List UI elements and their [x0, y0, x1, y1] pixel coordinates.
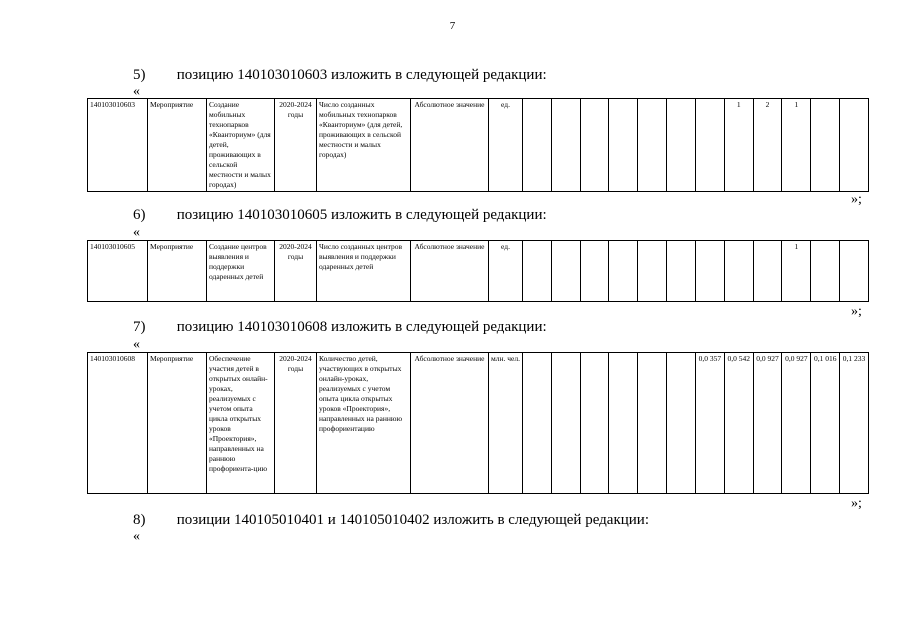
section-number: 6) [133, 207, 146, 223]
closing-quote: »; [851, 192, 862, 207]
value-cell [695, 241, 724, 302]
section-number: 7) [133, 319, 146, 335]
section-text: позиции 140105010401 и 140105010402 изложить в следующей редакции: [176, 512, 649, 528]
position-name: Создание мобильных технопарков «Кванториум» (для детей, проживающих в сельской местности и малых городах) [207, 99, 275, 192]
value-cell [551, 99, 580, 192]
value-cell [724, 241, 753, 302]
section-heading-5 [133, 67, 547, 84]
value-cell: 1 [782, 241, 811, 302]
section-number: 8) [133, 512, 146, 528]
position-period: 2020-2024 годы [275, 353, 317, 494]
position-table-140103010608 [87, 352, 869, 494]
value-cell: 1 [782, 99, 811, 192]
position-table-140103010603 [87, 98, 869, 192]
position-name: Обеспечение участия детей в открытых онлайн-уроках, реализуемых с учетом опыта цикла открытых уроков «Проектория», направленных на раннюю профориента-цию [207, 353, 275, 494]
section-heading-8 [133, 512, 649, 529]
value-cell [609, 99, 638, 192]
value-cell [609, 353, 638, 494]
section-heading-7 [133, 319, 547, 336]
section-text: позицию 140103010608 изложить в следующей редакции: [176, 319, 547, 335]
position-code: 140103010608 [88, 353, 148, 494]
position-value-type: Абсолютное значение [411, 353, 489, 494]
value-cell [638, 99, 667, 192]
position-kind: Мероприятие [148, 353, 207, 494]
position-code: 140103010603 [88, 99, 148, 192]
page-number: 7 [449, 20, 456, 32]
value-cell: 0,0 927 [753, 353, 782, 494]
value-cell [523, 353, 552, 494]
value-cell [753, 241, 782, 302]
position-value-type: Абсолютное значение [411, 99, 489, 192]
value-cell [580, 353, 609, 494]
value-cell: 0,1 233 [840, 353, 869, 494]
value-cell: 0,1 016 [811, 353, 840, 494]
position-indicator: Число созданных мобильных технопарков «Кванториум» (для детей, проживающих в сельской местности и малых городах) [317, 99, 411, 192]
position-kind: Мероприятие [148, 241, 207, 302]
position-unit: млн. чел. [489, 353, 523, 494]
position-kind: Мероприятие [148, 99, 207, 192]
opening-quote: « [133, 337, 140, 352]
value-cell: 0,0 927 [782, 353, 811, 494]
position-unit: ед. [489, 241, 523, 302]
table-row [88, 353, 869, 494]
table-row [88, 99, 869, 192]
opening-quote: « [133, 529, 140, 544]
opening-quote: « [133, 225, 140, 240]
position-table-140103010605 [87, 240, 869, 302]
value-cell: 2 [753, 99, 782, 192]
value-cell [667, 241, 696, 302]
section-heading-6 [133, 207, 547, 224]
value-cell [840, 241, 869, 302]
value-cell [667, 353, 696, 494]
position-unit: ед. [489, 99, 523, 192]
position-name: Создание центров выявления и поддержки одаренных детей [207, 241, 275, 302]
value-cell [551, 241, 580, 302]
table-row [88, 241, 869, 302]
position-indicator: Число созданных центров выявления и поддержки одаренных детей [317, 241, 411, 302]
value-cell [523, 241, 552, 302]
position-value-type: Абсолютное значение [411, 241, 489, 302]
value-cell [695, 99, 724, 192]
value-cell [811, 241, 840, 302]
position-indicator: Количество детей, участвующих в открытых онлайн-уроках, реализуемых с учетом опыта цикла открытых уроков «Проектория», направленных на раннюю профориентацию [317, 353, 411, 494]
position-period: 2020-2024 годы [275, 99, 317, 192]
closing-quote: »; [851, 496, 862, 511]
value-cell [840, 99, 869, 192]
closing-quote: »; [851, 304, 862, 319]
value-cell: 0,0 357 [695, 353, 724, 494]
position-code: 140103010605 [88, 241, 148, 302]
value-cell [523, 99, 552, 192]
value-cell [609, 241, 638, 302]
value-cell [638, 241, 667, 302]
position-period: 2020-2024 годы [275, 241, 317, 302]
opening-quote: « [133, 84, 140, 99]
section-text: позицию 140103010605 изложить в следующей редакции: [176, 207, 547, 223]
value-cell [580, 241, 609, 302]
section-number: 5) [133, 67, 146, 83]
value-cell: 1 [724, 99, 753, 192]
section-text: позицию 140103010603 изложить в следующей редакции: [176, 67, 547, 83]
value-cell [638, 353, 667, 494]
value-cell [551, 353, 580, 494]
value-cell [667, 99, 696, 192]
value-cell: 0,0 542 [724, 353, 753, 494]
value-cell [811, 99, 840, 192]
value-cell [580, 99, 609, 192]
